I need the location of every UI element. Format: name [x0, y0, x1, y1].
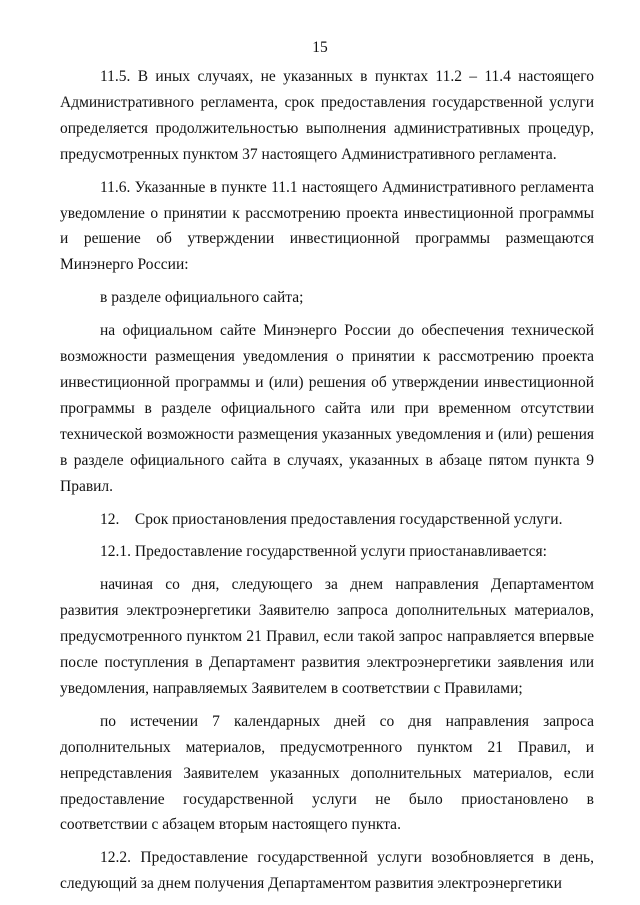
- document-body: [60, 64, 594, 897]
- section-heading-12: 12. Срок приостановления предоставления государственной услуги.: [100, 510, 563, 528]
- paragraph-list-item-2: на официальном сайте Минэнерго России до обеспечения технической возможности размещения уведомления о принятии к рассмотрению проекта инвестиционной программы и (или) решения об утверждении инвестиционной программы в разделе официального сайта или при временном отсутствии технической возможности размещения указанных уведомления и (или) решения в разделе официального сайта в случаях, указанных в абзаце пятом пункта 9 Правил.: [60, 322, 594, 495]
- paragraph-11-5: 11.5. В иных случаях, не указанных в пунктах 11.2 – 11.4 настоящего Административного регламента, срок предоставления государственной услуги определяется продолжительностью выполнения административных процедур, предусмотренных пунктом 37 настоящего Административного регламента.: [60, 68, 594, 163]
- page-number: 15: [312, 39, 328, 56]
- paragraph-12-2: 12.2. Предоставление государственной услуги возобновляется в день, следующий за днем получения Департаментом развития электроэнергетики: [60, 849, 594, 893]
- paragraph-suspension-case-1: начиная со дня, следующего за днем направления Департаментом развития электроэнергетики Заявителю запроса дополнительных материалов, предусмотренного пунктом 21 Правил, если такой запрос направляется впервые после поступления в Департамент развития электроэнергетики заявления или уведомления, направляемых Заявителем в соответствии с Правилами;: [60, 576, 594, 697]
- paragraph-list-item-1: в разделе официального сайта;: [100, 289, 304, 307]
- paragraph-11-6: 11.6. Указанные в пункте 11.1 настоящего Административного регламента уведомление о принятии к рассмотрению проекта инвестиционной программы и решение об утверждении инвестиционной программы размещаются Минэнерго России:: [60, 178, 594, 274]
- paragraph-suspension-case-2: по истечении 7 календарных дней со дня направления запроса дополнительных материалов, предусмотренного пунктом 21 Правил, и непредставления Заявителем указанных дополнительных материалов, если предоставление государственной услуги не было приостановлено в соответствии с абзацем вторым настоящего пункта.: [60, 712, 594, 834]
- paragraph-12-1: 12.1. Предоставление государственной услуги приостанавливается:: [100, 543, 547, 561]
